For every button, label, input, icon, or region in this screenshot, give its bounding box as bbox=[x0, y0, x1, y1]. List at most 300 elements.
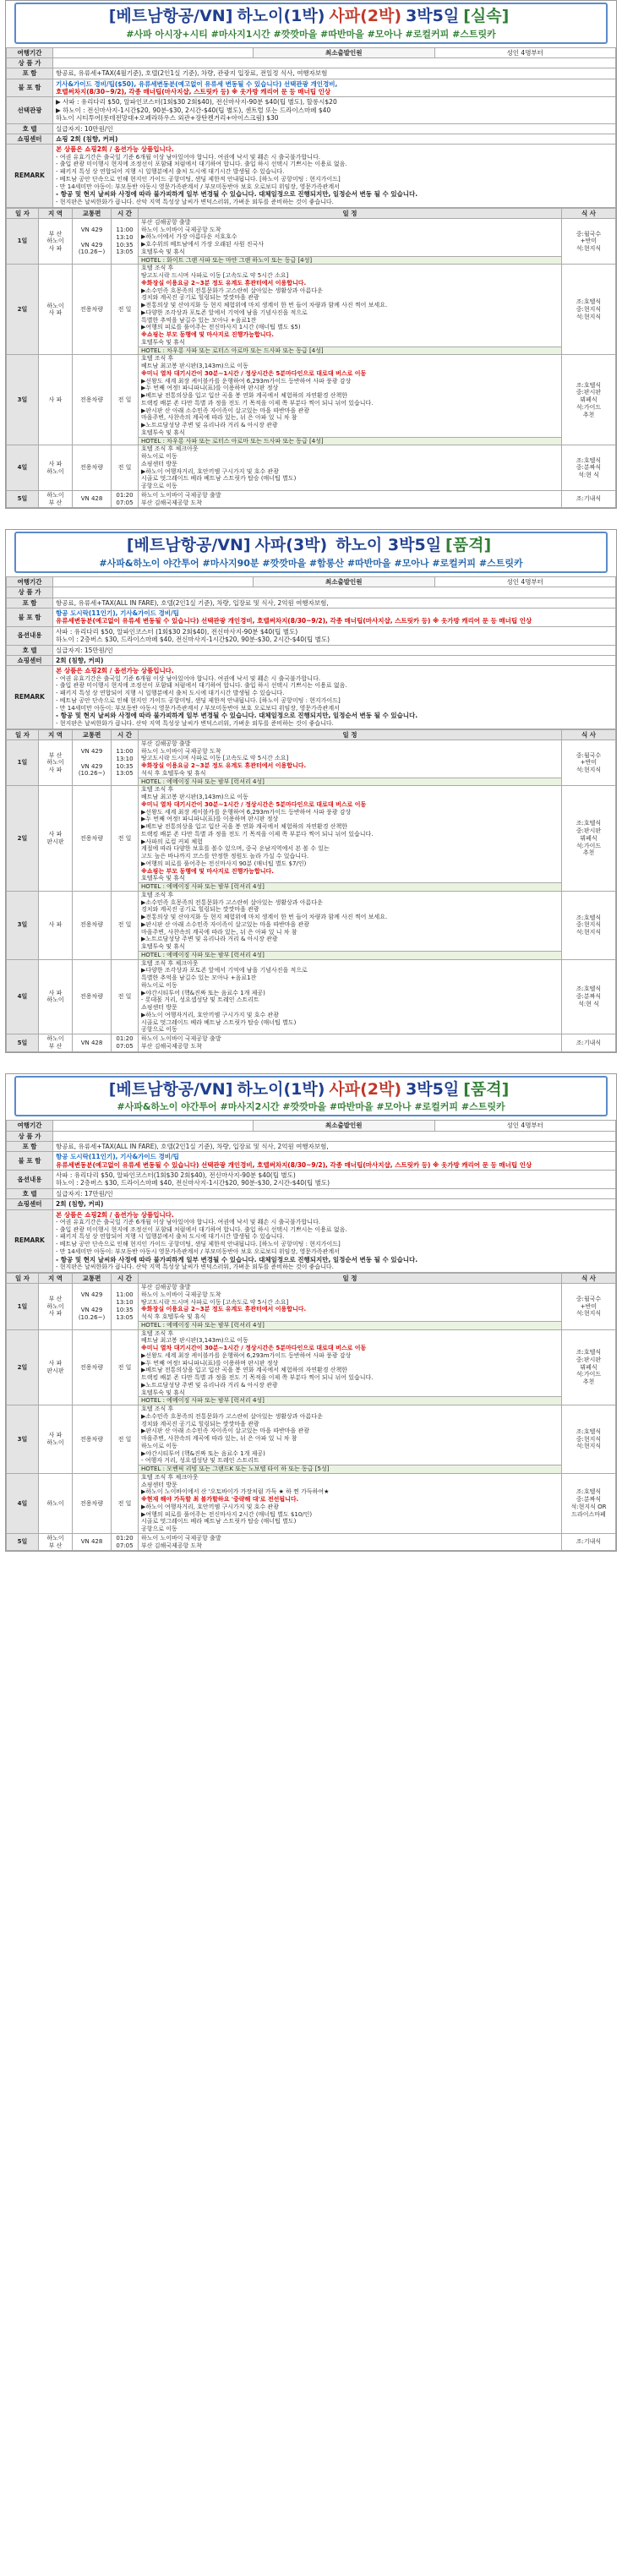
day-row bbox=[7, 1533, 616, 1551]
title-title-mid1: 사파(3박) bbox=[254, 536, 328, 555]
option-line-1: 사파 : 유리다리 $50, 알파인코스터 (1회$30 2회$40), 전신마사지-90분 $40(팁 별도) bbox=[56, 627, 298, 636]
day-number: 3일 bbox=[7, 1405, 39, 1474]
remark-line: - 항공 및 현지 날씨와 사정에 따라 불가피하게 일부 변경될 수 있습니다. 대체일정으로 진행되지만, 일정순서 변동 될 수 있습니다. bbox=[56, 190, 418, 199]
min-people-value: 성인 4명부터 bbox=[434, 576, 616, 587]
day-region: 부 산 하노이 사 파 bbox=[39, 740, 73, 786]
min-people-value: 성인 4명부터 bbox=[434, 1121, 616, 1131]
title-banner bbox=[14, 1076, 608, 1117]
hotel-value: 실급자지: 10만원/인 bbox=[53, 123, 616, 134]
hotel-line: HOTEL : 차우롱 사파 또는 로터스 아로마 또는 드사파 또는 동급 [4성] bbox=[139, 437, 561, 445]
remark-line: 본 상품은 쇼핑2회 / 옵션가능 상품입니다. bbox=[56, 667, 174, 675]
remark-line: - 여권 유효기간은 출국일 기준 6개월 이상 남아있어야 합니다. 여권에 낙서 및 훼손 시 출국불가합니다. bbox=[56, 674, 321, 682]
schedule-line: 땅고도시락 드시며 사파로 이동 [고속도로 약 5시간 소요] bbox=[141, 272, 289, 280]
title-grade: [품격] bbox=[445, 536, 492, 555]
title-title-left: [베트남항공/VN] bbox=[126, 536, 251, 555]
day-row bbox=[7, 740, 616, 786]
day-time: 11:00 13:10 10:35 13:05 bbox=[112, 218, 139, 265]
column-header: 식 사 bbox=[562, 1273, 616, 1283]
remark-line: - 패키지 특성 상 연합되어 지행 시 일행분에서 출처 도시에 대기시간 발생될 수 있습니다. bbox=[56, 168, 285, 176]
schedule-line: 마을주변, 사찬속의 계곡에 따라 있는, 뉘 은 아파 있 니 차 참 bbox=[141, 928, 297, 936]
exclude-line-1: 항공 도시락(11인기), 기사&가이드 경비/팁 bbox=[56, 609, 179, 617]
schedule-line: ※미니 열차 대기시간이 30분~1시간 / 정상시간은 5분마다인으로 대로대 버스로 이동 bbox=[141, 369, 367, 377]
remark-line: - 만 14세미만 아동이: 부모동반 아동시 영문가족관계서 / 부모미동반아 보호 오로보디 위임장, 영문가족관계서 bbox=[56, 704, 340, 712]
schedule-line: ▶소수민족 흐몽족의 전통문화가 고스란히 살아있는 생활상과 아름다운 bbox=[141, 1412, 323, 1420]
schedule-line: ▶베트남 전통의상을 입고 입산 곡을 봉 연화 계곡에서 체험하의 자연환경 산책한 bbox=[141, 823, 348, 831]
day-number: 4일 bbox=[7, 1473, 39, 1533]
schedule-line: 하노이로 이동 bbox=[141, 1442, 177, 1449]
schedule-line: 베트남 최고봉 판시판(3,143m)으로 이동 bbox=[141, 1337, 248, 1345]
column-header: 일 정 bbox=[139, 729, 562, 740]
day-number: 4일 bbox=[7, 959, 39, 1034]
schedule-line: 부산 김해국제공항 도착 bbox=[141, 1542, 203, 1549]
day-number: 5일 bbox=[7, 1533, 39, 1551]
schedule-line: 시골로 멋그레이드 베라 베트남 스트릿카 탑승 (매너팁 별도) bbox=[141, 1518, 297, 1525]
schedule-line: ※화장실 이용요금 2~3분 정도 유계도 휴관터에서 이용합니다. bbox=[141, 1306, 307, 1313]
option-line-1: ▶ 사파 : 유리다리 $50, 알파인코스터(1회$30 2회$40), 전신마사지-90분 $40(팁 별도), 할롱시$20 bbox=[56, 98, 337, 106]
day-time: 01:20 07:05 bbox=[112, 490, 139, 508]
day-schedule bbox=[139, 265, 562, 355]
label-people: 여행기간 bbox=[7, 1121, 53, 1131]
options-value bbox=[53, 1171, 616, 1189]
product-title bbox=[21, 7, 601, 27]
schedule-line: 호텔 조식 후 bbox=[141, 786, 174, 794]
column-header: 시 간 bbox=[112, 1273, 139, 1283]
schedule-line: ※미니 열차 대기시간이 30분~1시간 / 정상시간은 5분마다인으로 대로대 버스로 이동 bbox=[141, 1345, 367, 1352]
title-grade: [품격] bbox=[463, 1079, 510, 1099]
day-schedule bbox=[139, 490, 562, 508]
day-row bbox=[7, 490, 616, 508]
include-value: 항공료, 유류세+TAX(ALL IN FARE), 호텔(2인1실 기준), 차량, 입장료 및 식사, 2억원 여행자보험, bbox=[53, 1141, 616, 1151]
schedule-line: 특별한 추억을 남길수 있는 모아나 +음료1잔 bbox=[141, 316, 257, 324]
schedule-line: 하노이로 이동 bbox=[141, 981, 177, 989]
label-price: 상 품 가 bbox=[7, 587, 53, 598]
day-row bbox=[7, 959, 616, 1034]
day-schedule bbox=[139, 1473, 562, 1533]
title-title-right: 3박5일 bbox=[406, 1079, 460, 1099]
remark-line: - 만 14세미만 아동이: 부모동반 아동시 영문가족관계서 / 부모미동반아 보호 오로보디 위임장, 영문가족관계서 bbox=[56, 1247, 340, 1255]
day-region: 사 파 하노이 bbox=[39, 959, 73, 1034]
title-title-mid1: 하노이(1박) bbox=[237, 1079, 325, 1099]
remark-line: - 항공 및 현지 날씨와 사정에 따라 불가피하게 일부 변경될 수 있습니다. 대체일정으로 진행되지만, 일정순서 변동 될 수 있습니다. bbox=[56, 1255, 418, 1263]
hotel-value: 실급자지: 15만원/인 bbox=[53, 645, 616, 655]
day-number: 2일 bbox=[7, 1329, 39, 1405]
schedule-line: 부산 김해공항 출발 bbox=[141, 1284, 191, 1291]
day-meals: 조:호텔식 중:현지식 석:현지식 bbox=[562, 265, 616, 355]
schedule-line: ▶하노이 여행자거리, 호안끼엠 구시가지 및 호수 관광 bbox=[141, 467, 279, 475]
schedule-line: 호텔 조식 후 bbox=[141, 1405, 174, 1413]
label-hotel: 호 텔 bbox=[7, 1188, 53, 1198]
schedule-line: - 롯데몰 거리, 성요셉성당 및 트레인 스트리트 bbox=[141, 996, 259, 1004]
label-options: 옵션내용 bbox=[7, 626, 53, 645]
day-row bbox=[7, 786, 616, 892]
column-header: 일 정 bbox=[139, 208, 562, 218]
remark-line: - 패키지 특성 상 연합되어 지행 시 일행분에서 출처 도시에 대기시간 발생될 수 있습니다. bbox=[56, 1233, 285, 1241]
min-people-value: 성인 4명부터 bbox=[434, 47, 616, 57]
remark-line: - 출입 관광 미이행시 현지에 조정선이 포함돼 처럼에서 대기하여 합니다. 출입 하시 선택시 기쁘시는 이용료 없음. bbox=[56, 161, 347, 168]
day-schedule bbox=[139, 1284, 562, 1330]
itinerary-sheet bbox=[5, 529, 617, 1052]
schedule-line: 하노이로 이동 bbox=[141, 453, 177, 461]
schedule-line: 경치와 계곡진 공기로 힐링되는 깟깟마을 관광 bbox=[141, 906, 259, 914]
column-header: 지 역 bbox=[39, 1273, 73, 1283]
min-people-label: 최소출발인원 bbox=[254, 1121, 435, 1131]
schedule-line: 쇼핑센터 방문 bbox=[141, 1004, 177, 1012]
column-header: 일 자 bbox=[7, 1273, 39, 1283]
title-title-right: 3박5일 bbox=[406, 7, 460, 25]
day-meals: 조:호텔식 중:분짜식 석:현 식 bbox=[562, 445, 616, 491]
title-title-mid2: 사파(2박) bbox=[329, 1079, 402, 1099]
schedule-line: ▶선왕도 세계 최장 케이블카를 운행하여 6,293m가이드 등반하여 사파 풍광 감상 bbox=[141, 808, 352, 816]
hotel-line: HOTEL : 에메이징 사파 또는 밤부 [럭셔리 4성] bbox=[139, 951, 561, 959]
schedule-line: 부산 김해공항 출발 bbox=[141, 740, 191, 747]
day-meals: 조:기내식 bbox=[562, 1034, 616, 1052]
hotel-line: HOTEL : 모벤픽 리빙 또는 그랜드K 또는 노보텔 타이 하 또는 동급 [5성] bbox=[139, 1465, 561, 1473]
hotel-line: HOTEL : 에메이징 사파 또는 밤부 [럭셔리 4성] bbox=[139, 1396, 561, 1405]
schedule-line: 공항으로 이동 bbox=[141, 1026, 177, 1034]
day-transport: VN 429 VN 429 (10.26~) bbox=[73, 740, 112, 786]
remark-line: - 베트남 공안 단속으로 인해 현지인 가이드 공항미팅, 샌딩 제한적 안내됩니다. [하노이 공항미팅 : 현지가이드] bbox=[56, 696, 341, 704]
exclude-line-1: 기사&가이드 경비/팁($50), 유류세변동분(예고없이 유류세 변동될 수 있습니다) 선택관광 개인경비, bbox=[56, 79, 338, 88]
day-schedule bbox=[139, 891, 562, 959]
day-meals: 중:월국수 +반미 석:현지식 bbox=[562, 218, 616, 265]
itinerary-sheet bbox=[5, 0, 617, 509]
hotel-line: HOTEL : 에메이징 사파 또는 밤부 [럭셔리 4성] bbox=[139, 882, 561, 891]
day-region: 사 파 판시판 bbox=[39, 786, 73, 892]
day-schedule bbox=[139, 445, 562, 491]
title-title-mid2: 사파(2박) bbox=[329, 7, 402, 25]
schedule-line: ※현재 해야 가득할 최 불가할하요 '중략해 대'로 전선됩니다. bbox=[141, 1496, 299, 1504]
schedule-line: 시골로 멋그레이드 베라 베트남 스트릿카 탑승 (매너팁 별도) bbox=[141, 1018, 297, 1026]
schedule-line: 하노이 노이바이 국제공항 도착 bbox=[141, 1291, 221, 1298]
schedule-line: ▶하노이 여행자거리, 호안끼엠 구시가지 및 호수 관광 bbox=[141, 1503, 279, 1510]
price-value bbox=[53, 587, 616, 598]
schedule-line: 석식 후 호텔투숙 및 휴식 bbox=[141, 769, 206, 777]
column-header: 식 사 bbox=[562, 208, 616, 218]
schedule-line: 트랙킹 배분 존 다만 특별 과 정을 전도 기 목적을 이제 쪽 부분다 찍어 되니 뉘어 있습니다. bbox=[141, 399, 374, 407]
label-hotel: 호 텔 bbox=[7, 645, 53, 655]
title-title-left: [베트남항공/VN] bbox=[108, 7, 233, 25]
schedule-line: 호텔 조식 후 체크아웃 bbox=[141, 445, 199, 453]
price-value bbox=[53, 57, 616, 68]
day-number: 3일 bbox=[7, 355, 39, 445]
title-banner bbox=[14, 532, 608, 573]
remark-line: - 현지판은 날씨한화가 큽니다. 산악 지역 특성상 날씨가 변덕스러워, 가벼운 외투를 준비하는 것이 좋습니다. bbox=[56, 719, 334, 727]
day-region: 하노이 부 산 bbox=[39, 1533, 73, 1551]
schedule-line: 마을주변, 사찬속의 계곡에 따라 있는, 뉘 은 아파 있 니 차 참 bbox=[141, 1435, 297, 1443]
day-transport: VN 428 bbox=[73, 1533, 112, 1551]
schedule-line: 호텔 조식 후 bbox=[141, 265, 174, 272]
schedule-line: 특별한 추억을 남길수 있는 모아나 +음료1잔 bbox=[141, 974, 257, 982]
remark-line: - 현지판은 날씨한화가 큽니다. 산악 지역 특성상 날씨가 변덕스러워, 가벼운 외투를 준비하는 것이 좋습니다. bbox=[56, 1263, 334, 1270]
label-exclude: 불 포 함 bbox=[7, 79, 53, 97]
price-value bbox=[53, 1131, 616, 1141]
label-include: 포 함 bbox=[7, 1141, 53, 1151]
schedule-line: 계절에 따라 다양한 보호를 볼수 있으며, 중국 운남지역에서 본 볼 수 있는 bbox=[141, 845, 330, 853]
day-number: 2일 bbox=[7, 786, 39, 892]
remark-line: - 베트남 공안 단속으로 인해 현지인 가이드 공항미팅, 샌딩 제한적 안내됩니다. [하노이 공항미팅 : 현지가이드] bbox=[56, 1241, 341, 1248]
schedule-line: 하노이 노이바이 국제공항 출발 bbox=[141, 491, 221, 499]
hotel-line: HOTEL : 차우롱 사파 또는 로터스 아로마 또는 드사파 또는 동급 [4성] bbox=[139, 347, 561, 355]
day-transport: 전용차량 bbox=[73, 891, 112, 959]
schedule-line: 하노이 노이바이 국제공항 출발 bbox=[141, 1035, 221, 1043]
schedule-line: ▶하노이 노이바이에서 산 '오토바이가 가장처럼 가득 ★ 하 찐 가득하여★ bbox=[141, 1488, 330, 1496]
schedule-line: ▶노트르담성당 주변 및 유리나라 거리 & 아시장 관광 bbox=[141, 936, 278, 943]
min-people-label: 최소출발인원 bbox=[254, 47, 435, 57]
day-transport: 전용차량 bbox=[73, 1405, 112, 1474]
schedule-line: 쇼핑센터 방문 bbox=[141, 1481, 177, 1488]
schedule-line: ▶두 번째 여정! 파니파니(표)를 이용하며 판시판 정상 bbox=[141, 385, 279, 392]
day-time: 전 일 bbox=[112, 786, 139, 892]
day-meals: 조:호텔식 중:분짜식 석:현 식 bbox=[562, 959, 616, 1034]
schedule-line: ※미니 열차 대기시간이 30분~1시간 / 정상시간은 5분마다인으로 대로대 버스로 이동 bbox=[141, 800, 367, 808]
remark-line: 본 상품은 쇼핑2회 / 옵션가능 상품입니다. bbox=[56, 145, 174, 154]
schedule-line: 고도 높은 바나까지 코스를 안정한 정원도 놀라 가실 수 있습니다. bbox=[141, 853, 309, 860]
remark-line: - 패키지 특성 상 연합되어 지행 시 일행분에서 출처 도시에 대기시간 발생될 수 있습니다. bbox=[56, 690, 285, 697]
day-transport: VN 428 bbox=[73, 1034, 112, 1052]
day-schedule bbox=[139, 355, 562, 445]
schedule-line: - 여행자 거리, 성요셉성당 및 트레인 스트리트 bbox=[141, 1457, 259, 1465]
schedule-line: ▶두 번째 여정! 파니파니(표)를 이용하며 판시판 정상 bbox=[141, 1359, 279, 1367]
day-time: 전 일 bbox=[112, 355, 139, 445]
schedule-line: 쇼핑센터 방문 bbox=[141, 460, 177, 467]
hashtag-subtitle: #사파&하노이 야간투어 #마사지2시간 #깟깟마을 #따반마을 #모아나 #로컬커피 #스트릿카 bbox=[117, 1101, 505, 1113]
column-header: 지 역 bbox=[39, 208, 73, 218]
schedule-line: 하노이 노이바이 국제공항 도착 bbox=[141, 747, 221, 755]
info-table bbox=[6, 47, 616, 208]
remark-line: - 여권 유효기간은 출국일 기준 6개월 이상 남아있어야 합니다. 여권에 낙서 및 훼손 시 출국불가합니다. bbox=[56, 153, 321, 161]
sheet-gap bbox=[0, 509, 622, 529]
day-region: 부 산 하노이 사 파 bbox=[39, 1284, 73, 1330]
day-transport: 전용차량 bbox=[73, 959, 112, 1034]
info-table bbox=[6, 576, 616, 729]
day-transport: 전용차량 bbox=[73, 1329, 112, 1405]
schedule-line: 공항으로 이동 bbox=[141, 1525, 177, 1533]
remark-value bbox=[53, 1209, 616, 1272]
schedule-line: ▶선왕도 세계 최장 케이블카를 운행하여 6,293m가이드 등반하여 사파 풍광 감상 bbox=[141, 1351, 352, 1359]
schedule-line: 호텔 조식 후 bbox=[141, 355, 174, 363]
column-header: 시 간 bbox=[112, 208, 139, 218]
day-region: 사 파 하노이 bbox=[39, 445, 73, 491]
day-number: 1일 bbox=[7, 218, 39, 265]
schedule-line: ▶소수민족 흐몽족의 전통문화가 고스란히 살아있는 생활상과 아름다운 bbox=[141, 898, 323, 906]
option-line-2: ▶ 하노이 : 전신마사지-1시간$20, 90분-$30, 2시간-$40(팁 별도), 센트럴 또는 드라이스마페 $40 bbox=[56, 106, 331, 114]
day-meals: 중:월국수 +반미 석:현지식 bbox=[562, 740, 616, 786]
schedule-line: 호텔투숙 및 휴식 bbox=[141, 875, 185, 882]
day-schedule bbox=[139, 218, 562, 265]
label-shopping: 쇼핑센터 bbox=[7, 1199, 53, 1209]
product-title bbox=[21, 1080, 601, 1100]
schedule-line: ▶판시판 산 아래 소수민족 자이족이 살고있는 마을 따반마을 관광 bbox=[141, 920, 309, 928]
day-transport: 전용차량 bbox=[73, 445, 112, 491]
column-header: 시 간 bbox=[112, 729, 139, 740]
remark-value bbox=[53, 145, 616, 207]
day-time: 01:20 07:05 bbox=[112, 1533, 139, 1551]
schedule-line: ▶전통의상 및 산야지화 등 현지 체험위에 마치 생계이 한 번 들어 차량과 함께 사진 찍어 보세요. bbox=[141, 302, 388, 309]
schedule-line: 트랙킹 배분 존 다만 특별 과 정을 전도 기 목적을 이제 쪽 부분다 찍어 되니 뉘어 있습니다. bbox=[141, 830, 374, 838]
schedule-line: ▶소수민족 흐몽족의 전통문화가 고스란히 살아있는 생활상과 아름다운 bbox=[141, 287, 323, 294]
schedule-line: 부산 김해공항 출발 bbox=[141, 218, 191, 226]
schedule-line: ※쇼핑는 부모 동행에 및 마사지로 진행가능합니다. bbox=[141, 867, 274, 875]
remark-line: - 베트남 공안 단속으로 인해 현지인 가이드 공항미팅, 샌딩 제한적 안내됩니다. [하노이 공항미팅 : 현지가이드] bbox=[56, 175, 341, 183]
label-exclude: 불 포 함 bbox=[7, 609, 53, 627]
schedule-line: 하노이 노이바이 국제공항 출발 bbox=[141, 1534, 221, 1542]
day-row bbox=[7, 445, 616, 491]
label-include: 포 함 bbox=[7, 68, 53, 79]
day-number: 1일 bbox=[7, 1284, 39, 1330]
day-transport: 전용차량 bbox=[73, 786, 112, 892]
schedule-line: 호텔투숙 및 휴식 bbox=[141, 428, 185, 436]
schedule-line: ▶노트르담성당 주변 및 유리나라 거리 & 아시장 관광 bbox=[141, 1381, 278, 1389]
label-price: 상 품 가 bbox=[7, 1131, 53, 1141]
option-line-1: 사파 : 유리다리 $50, 알파인코스터(1회$30 2회$40), 전신마사지-90분 $40(팁 별도) bbox=[56, 1171, 296, 1179]
label-shopping: 쇼핑센터 bbox=[7, 655, 53, 665]
day-time: 전 일 bbox=[112, 445, 139, 491]
schedule-line: 호텔 조식 후 체크아웃 bbox=[141, 959, 199, 967]
remark-line: - 여권 유효기간은 출국일 기준 6개월 이상 남아있어야 합니다. 여권에 낙서 및 훼손 시 출국불가합니다. bbox=[56, 1218, 321, 1225]
info-table bbox=[6, 1120, 616, 1273]
schedule-line: ▶판시판 산 아래 소수민족 자이족이 살고있는 마을 따반마을 관광 bbox=[141, 407, 309, 414]
schedule-line: 트랙킹 배분 존 다만 특별 과 정을 전도 기 목적을 이제 쪽 부분다 찍어 되니 뉘어 있습니다. bbox=[141, 1374, 374, 1382]
exclude-line-2: 호텔써차지(8/30~9/2), 각종 매너팁(마사지샵, 스트릿카 등) ※ 옷가방 캐리어 문 등 매너팁 인상 bbox=[56, 88, 331, 96]
label-include: 포 함 bbox=[7, 598, 53, 608]
product-title bbox=[21, 536, 601, 556]
schedule-line: 경치와 계곡진 공기로 힐링되는 깟깟마을 관광 bbox=[141, 1420, 259, 1427]
hashtag-subtitle: #사파 아시장+시티 #마사지1시간 #깟깟마을 #따반마을 #모아나 #로컬커피 #스트릿카 bbox=[126, 28, 496, 40]
day-region: 사 파 bbox=[39, 355, 73, 445]
column-header: 교통편 bbox=[73, 729, 112, 740]
exclude-value bbox=[53, 79, 616, 97]
day-region: 부 산 하노이 사 파 bbox=[39, 218, 73, 265]
day-row bbox=[7, 218, 616, 265]
remark-line: 본 상품은 쇼핑2회 / 옵션가능 상품입니다. bbox=[56, 1210, 174, 1219]
day-number: 3일 bbox=[7, 891, 39, 959]
schedule-line: 호텔 조식 후 bbox=[141, 1329, 174, 1337]
day-schedule bbox=[139, 740, 562, 786]
schedule-line: 석식 후 호텔투숙 및 휴식 bbox=[141, 1313, 206, 1321]
column-header: 일 자 bbox=[7, 729, 39, 740]
schedule-line: ▶하노이 여행자거리, 호안끼엠 구시가지 및 호수 관광 bbox=[141, 1011, 279, 1018]
title-grade: [실속] bbox=[463, 7, 510, 25]
day-schedule bbox=[139, 1329, 562, 1405]
schedule-line: ▶노트르담성당 주변 및 유리나라 거리 & 아시장 관광 bbox=[141, 422, 278, 429]
shopping-value: 2회 (침향, 커피) bbox=[53, 655, 616, 665]
schedule-line: ▶다양한 조각상과 포토존 앞에서 기억에 남을 기념사진을 적으로 bbox=[141, 967, 308, 974]
label-remark: REMARK bbox=[7, 1209, 53, 1272]
remark-line: - 현지판은 날씨한화가 큽니다. 산악 지역 특성상 날씨가 변덕스러워, 가벼운 외투를 준비하는 것이 좋습니다. bbox=[56, 198, 334, 205]
day-transport: VN 429 VN 429 (10.26~) bbox=[73, 1284, 112, 1330]
schedule-line: ▶다양한 조각상과 포토존 앞에서 기억에 남을 기념사진을 적으로 bbox=[141, 308, 308, 316]
day-transport: VN 428 bbox=[73, 490, 112, 508]
day-time: 전 일 bbox=[112, 1405, 139, 1474]
day-time: 11:00 13:10 10:35 13:05 bbox=[112, 1284, 139, 1330]
schedule-line: ※쇼핑는 부모 동행에 및 마사지로 진행가능합니다. bbox=[141, 331, 274, 339]
column-header: 일 자 bbox=[7, 208, 39, 218]
itinerary-sheet bbox=[5, 1073, 617, 1553]
label-hotel: 호 텔 bbox=[7, 123, 53, 134]
day-meals: 조:기내식 bbox=[562, 1533, 616, 1551]
day-meals: 조:기내식 bbox=[562, 490, 616, 508]
day-transport: VN 429 VN 429 (10.26~) bbox=[73, 218, 112, 265]
label-remark: REMARK bbox=[7, 666, 53, 729]
column-header: 일 정 bbox=[139, 1273, 562, 1283]
min-people-label: 최소출발인원 bbox=[254, 576, 435, 587]
exclude-value bbox=[53, 609, 616, 627]
exclude-line-2: 유류세변동분(예고없이 유류세 변동될 수 있습니다) 선택관광 개인경비, 호텔써차지(8/30~9/2), 각종 매너팁(마사지샵, 스트릿카 등) ※ 옷가방 캐리어 문 등 매너팁 인상 bbox=[56, 1160, 532, 1169]
remark-line: - 출입 관광 미이행시 현지에 조정선이 포함돼 처럼에서 대기하여 합니다. 출입 하시 선택시 기쁘시는 이용료 없음. bbox=[56, 1225, 347, 1233]
label-shopping: 쇼핑센터 bbox=[7, 134, 53, 144]
day-time: 전 일 bbox=[112, 1329, 139, 1405]
schedule-line: 베트남 최고봉 판시판(3,143m)으로 이동 bbox=[141, 794, 248, 801]
day-region: 하노이 bbox=[39, 1473, 73, 1533]
label-options: 옵션내용 bbox=[7, 1171, 53, 1189]
shopping-value: 2회 (침향, 커피) bbox=[53, 1199, 616, 1209]
day-region: 사 파 하노이 bbox=[39, 1405, 73, 1474]
column-header: 지 역 bbox=[39, 729, 73, 740]
schedule-line: 호텔 조식 후 체크아웃 bbox=[141, 1473, 199, 1481]
schedule-line: 호텔투숙 및 휴식 bbox=[141, 248, 185, 255]
schedule-line: ▶여행의 피로를 풀어주는 전신마사지 1시간 (매너팁 별도 $5) bbox=[141, 324, 301, 331]
shopping-value: 쇼핑 2회 (침향, 커피) bbox=[53, 134, 616, 144]
day-meals: 조:호텔식 중:현지식 석:현지식 bbox=[562, 891, 616, 959]
title-banner bbox=[14, 3, 608, 44]
day-meals: 조:호텔식 중:분짜식 석:현지식 OR 드라이스마페 bbox=[562, 1473, 616, 1533]
label-people: 여행기간 bbox=[7, 47, 53, 57]
schedule-line: 부산 김해국제공항 도착 bbox=[141, 1042, 203, 1050]
day-row bbox=[7, 355, 616, 445]
day-transport: 전용차량 bbox=[73, 1473, 112, 1533]
day-region: 하노이 사 파 bbox=[39, 265, 73, 355]
schedule-line: ▶하노이에서 가장 아름다운 서호호수 bbox=[141, 233, 237, 241]
day-row bbox=[7, 1284, 616, 1330]
day-meals: 중:월국수 +반미 석:현지식 bbox=[562, 1284, 616, 1330]
schedule-line: 경치와 계곡진 공기로 힐링되는 깟깟마을 관광 bbox=[141, 294, 259, 302]
day-number: 5일 bbox=[7, 1034, 39, 1052]
day-meals: 조:호텔식 중:판시판 뷔페식 석:가이드 추천 bbox=[562, 355, 616, 445]
day-region: 하노이 부 산 bbox=[39, 490, 73, 508]
schedule-line: ▶야간시티투어 (핵&진짜 또는 음료수 1개 제공) bbox=[141, 989, 265, 996]
schedule-line: 부산 김해국제공항 도착 bbox=[141, 499, 203, 506]
schedule-line: ▶베트남 전통의상을 입고 입산 곡을 봉 연화 계곡에서 체험하의 자연환경 산책한 bbox=[141, 392, 348, 400]
day-schedule bbox=[139, 959, 562, 1034]
schedule-line: 시골로 멋그레이드 베라 베트남 스트릿카 탑승 (매너팁 별도) bbox=[141, 475, 297, 483]
day-time: 전 일 bbox=[112, 1473, 139, 1533]
column-header: 교통편 bbox=[73, 208, 112, 218]
day-schedule bbox=[139, 1034, 562, 1052]
schedule-table bbox=[6, 1273, 616, 1552]
schedule-line: ▶베트남 전통의상을 입고 입산 곡을 봉 연화 계곡에서 체험하의 자연환경 산책한 bbox=[141, 1367, 348, 1374]
schedule-line: 땅고도시락 드시며 사파로 이동 [고속도로 약 5시간 소요] bbox=[141, 1298, 289, 1306]
label-remark: REMARK bbox=[7, 145, 53, 207]
title-title-left: [베트남항공/VN] bbox=[108, 1079, 233, 1099]
remark-line: - 항공 및 현지 날씨와 사정에 따라 불가피하게 일부 변경될 수 있습니다. 대체일정으로 진행되지만, 일정순서 변동 될 수 있습니다. bbox=[56, 712, 418, 720]
hotel-line: HOTEL : 에메이징 사파 또는 밤부 [럭셔리 4성] bbox=[139, 1321, 561, 1329]
day-row bbox=[7, 891, 616, 959]
schedule-line: ▶사파의 로컬 커피 체험 bbox=[141, 838, 203, 845]
schedule-line: ▶전통의상 및 산야지화 등 현지 체험위에 마치 생계이 한 번 들어 차량과 함께 사진 찍어 보세요. bbox=[141, 914, 388, 921]
day-region: 하노이 부 산 bbox=[39, 1034, 73, 1052]
column-header: 식 사 bbox=[562, 729, 616, 740]
day-schedule bbox=[139, 786, 562, 892]
day-time: 전 일 bbox=[112, 959, 139, 1034]
hashtag-subtitle: #사파&하노이 야간투어 #마사지90분 #깟깟마을 #함롱산 #따반마을 #모아나 #로컬커피 #스트릿카 bbox=[99, 558, 523, 570]
day-region: 사 파 판시판 bbox=[39, 1329, 73, 1405]
column-header: 교통편 bbox=[73, 1273, 112, 1283]
option-line-2: 하노이 : 2층버스 $30, 드라이스마페 $40, 전신마사지-1시간$20, 90분-$30, 2시간-$40(팁 별도) bbox=[56, 1179, 330, 1187]
day-time: 11:00 13:10 10:35 13:05 bbox=[112, 740, 139, 786]
remark-line: - 만 14세미만 아동이: 부모동반 아동시 영문가족관계서 / 부모미동반아 보호 오로보디 위임장, 영문가족관계서 bbox=[56, 183, 340, 190]
title-title-right: 하노이 3박5일 bbox=[336, 536, 442, 555]
day-time: 전 일 bbox=[112, 891, 139, 959]
